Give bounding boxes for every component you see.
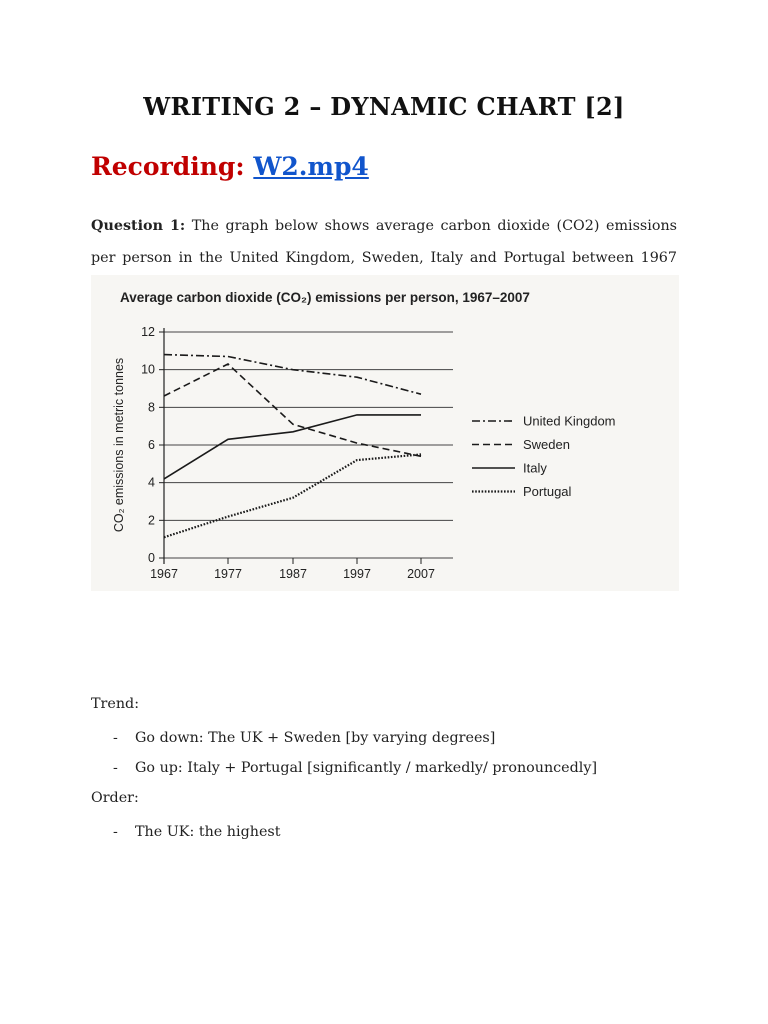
- list-item-text: The UK: the highest: [135, 824, 281, 840]
- list-item-text: Go up: Italy + Portugal [significantly / markedly/ pronouncedly]: [135, 760, 598, 776]
- chart-legend: [472, 414, 616, 500]
- x-tick-label: 1987: [279, 567, 307, 581]
- recording-line: [91, 152, 369, 181]
- recording-link[interactable]: W2.mp4: [253, 152, 369, 181]
- x-tick-label: 1977: [214, 567, 242, 581]
- trend-list: [91, 726, 691, 786]
- list-item-text: Go down: The UK + Sweden [by varying degrees]: [135, 730, 496, 746]
- list-item: [91, 726, 691, 756]
- chart-title: Average carbon dioxide (CO₂) emissions per person, 1967–2007: [120, 290, 530, 305]
- y-tick-label: 0: [148, 551, 155, 565]
- x-tick-label: 2007: [407, 567, 435, 581]
- y-tick-label: 2: [148, 513, 155, 528]
- legend-label: United Kingdom: [523, 413, 616, 429]
- x-tick-label: 1967: [150, 567, 178, 581]
- legend-label: Portugal: [523, 484, 572, 499]
- y-tick-label: 4: [148, 475, 155, 490]
- page-title: WRITING 2 – DYNAMIC CHART [2]: [143, 92, 625, 121]
- recording-label: Recording:: [91, 152, 254, 181]
- series-line-portugal: [164, 454, 421, 537]
- line-chart: [91, 275, 679, 591]
- y-tick-label: 12: [141, 325, 155, 339]
- y-tick-label: 6: [148, 438, 155, 452]
- x-tick-label: 1997: [343, 567, 371, 581]
- chart-image: [91, 275, 679, 591]
- plot-area: [141, 325, 453, 581]
- trend-heading: Trend:: [91, 696, 140, 712]
- order-heading: Order:: [91, 790, 139, 806]
- y-tick-label: 8: [148, 400, 155, 415]
- list-item: [91, 820, 691, 850]
- series-line-sweden: [164, 364, 421, 456]
- legend-label: Sweden: [523, 437, 570, 452]
- y-axis-label: CO₂ emissions in metric tonnes: [112, 357, 126, 533]
- question-text: The graph below shows average carbon dioxide (CO2) emissions per person in the United Kingdom, Sweden, Italy and Portugal between 1967: [91, 218, 677, 266]
- legend-label: Italy: [523, 460, 547, 476]
- bullet-dash: -: [113, 760, 118, 776]
- notes-section: [91, 692, 691, 850]
- list-item: [91, 756, 691, 786]
- bullet-dash: -: [113, 824, 118, 840]
- series-line-united-kingdom: [164, 355, 421, 395]
- y-tick-label: 10: [141, 362, 155, 377]
- bullet-dash: -: [113, 730, 118, 746]
- order-list: [91, 820, 691, 850]
- question-label: Question 1:: [91, 218, 186, 234]
